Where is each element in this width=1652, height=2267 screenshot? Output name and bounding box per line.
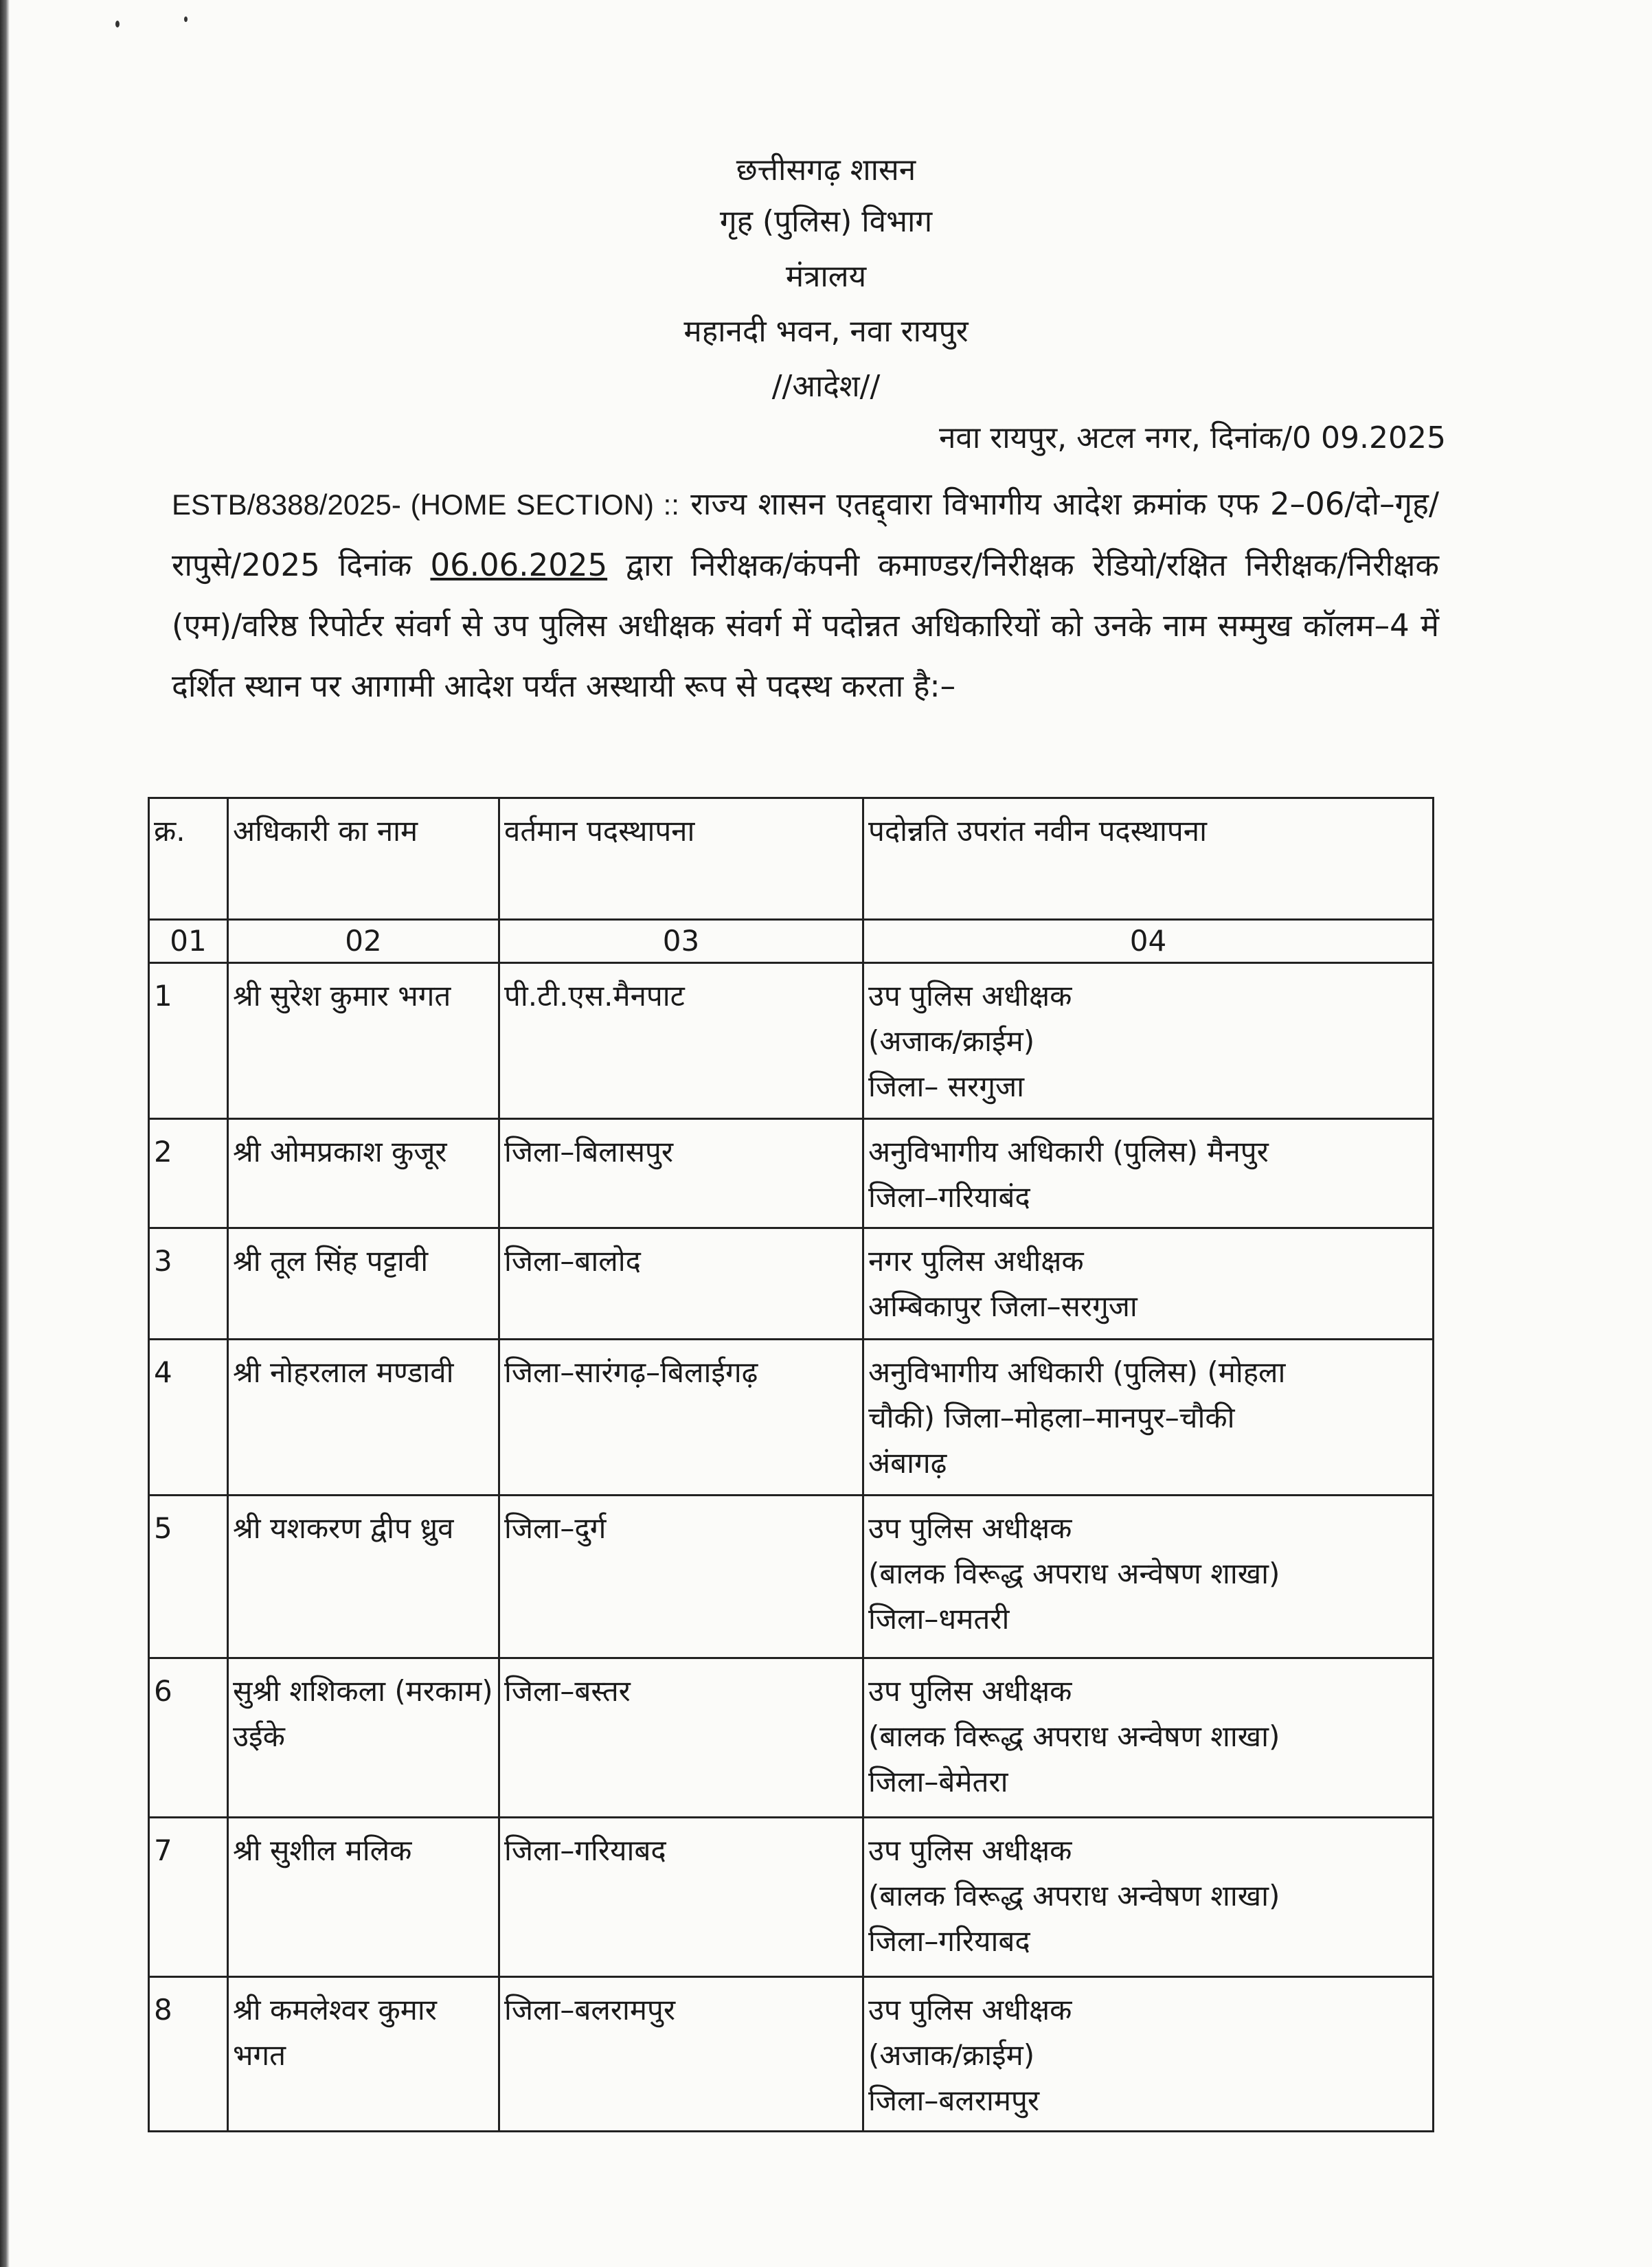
header-officer-name: अधिकारी का नाम [228,798,499,920]
serial-number: 1 [149,963,228,1119]
officer-name: श्री कमलेश्वर कुमार भगत [228,1977,499,2132]
place-and-date: नवा रायपुर, अटल नगर, दिनांक/0 09.2025 [938,420,1446,455]
new-posting-line: अनुविभागीय अधिकारी (पुलिस) मैनपुर [868,1135,1269,1169]
table-header-row [149,798,1434,920]
column-number: 03 [499,920,863,963]
current-posting: जिला–बलरामपुर [499,1977,863,2132]
order-heading: //आदेश// [771,369,881,404]
serial-number: 7 [149,1818,228,1977]
new-posting [863,1228,1434,1340]
column-number: 01 [149,920,228,963]
current-posting: जिला–बस्तर [499,1658,863,1818]
building-address: महानदी भवन, नवा रायपुर [683,314,969,349]
new-posting-line: (अजाक/क्राईम) [868,1024,1035,1058]
new-posting-line: उप पुलिस अधीक्षक [868,1674,1072,1708]
reference-number: ESTB/8388/2025- (HOME SECTION) :: [172,488,679,521]
current-posting: पी.टी.एस.मैनपाट [499,963,863,1119]
posting-table [148,797,1434,2132]
new-posting-line: नगर पुलिस अधीक्षक [868,1244,1084,1278]
scan-speck [184,16,188,22]
serial-number: 2 [149,1119,228,1228]
new-posting [863,1496,1434,1658]
column-number-row [149,920,1434,963]
officer-name: श्री ओमप्रकाश कुजूर [228,1119,499,1228]
table-row [149,1228,1434,1340]
serial-number: 8 [149,1977,228,2132]
new-posting-line: जिला–बेमेतरा [868,1765,1008,1798]
new-posting-line: उप पुलिस अधीक्षक [868,1511,1072,1545]
new-posting-line: अंबागढ़ [868,1446,947,1480]
serial-number: 4 [149,1340,228,1496]
table-row [149,1496,1434,1658]
current-posting: जिला–बालोद [499,1228,863,1340]
new-posting-line: जिला–बलरामपुर [868,2084,1040,2117]
new-posting-line: अनुविभागीय अधिकारी (पुलिस) (मोहला [868,1355,1286,1389]
serial-number: 6 [149,1658,228,1818]
officer-name: सुश्री शशिकला (मरकाम) उईके [228,1658,499,1818]
officer-name: श्री नोहरलाल मण्डावी [228,1340,499,1496]
officer-name: श्री सुरेश कुमार भगत [228,963,499,1119]
new-posting-line: उप पुलिस अधीक्षक [868,1834,1072,1867]
order-text-part-a: राज्य शासन एतद्द्वारा विभागीय आदेश क्रमांक एफ 2–06/दो–गृह/रापुसे/2025 दिनांक [172,486,1439,583]
column-number: 02 [228,920,499,963]
new-posting [863,963,1434,1119]
column-number: 04 [863,920,1434,963]
table-row [149,963,1434,1119]
new-posting-line: (अजाक/क्राईम) [868,2038,1035,2072]
table-row [149,1658,1434,1818]
header-serial: क्र. [149,798,228,920]
order-body [172,474,1439,717]
new-posting [863,1977,1434,2132]
new-posting [863,1658,1434,1818]
new-posting-line: जिला– सरगुजा [868,1070,1025,1103]
new-posting-line: (बालक विरूद्ध अपराध अन्वेषण शाखा) [868,1879,1280,1913]
new-posting [863,1119,1434,1228]
table-row [149,1119,1434,1228]
header-new-posting: पदोन्नति उपरांत नवीन पदस्थापना [863,798,1434,920]
officer-name: श्री तूल सिंह पट्टावी [228,1228,499,1340]
table-row [149,1818,1434,1977]
serial-number: 5 [149,1496,228,1658]
new-posting-line: अम्बिकापुर जिला–सरगुजा [868,1289,1138,1323]
serial-number: 3 [149,1228,228,1340]
new-posting-line: जिला–गरियाबंद [868,1180,1030,1214]
new-posting-line: उप पुलिस अधीक्षक [868,979,1072,1013]
new-posting-line: जिला–धमतरी [868,1602,1010,1636]
header-current-posting: वर्तमान पदस्थापना [499,798,863,920]
new-posting-line: (बालक विरूद्ध अपराध अन्वेषण शाखा) [868,1719,1280,1753]
officer-name: श्री यशकरण द्वीप ध्रुव [228,1496,499,1658]
current-posting: जिला–सारंगढ़–बिलाईगढ़ [499,1340,863,1496]
new-posting-line: उप पुलिस अधीक्षक [868,1993,1072,2027]
ministry: मंत्रालय [785,259,867,294]
new-posting [863,1340,1434,1496]
govt-name: छत्तीसगढ़ शासन [736,153,916,188]
table-row [149,1977,1434,2132]
current-posting: जिला–दुर्ग [499,1496,863,1658]
order-text-part-b: द्वारा निरीक्षक/कंपनी कमाण्डर/निरीक्षक रेडियो/रक्षित निरीक्षक/निरीक्षक (एम)/वरिष्ठ रिपोर्टर संवर्ग से उप पुलिस अधीक्षक संवर्ग में पदोन्नत अधिकारियों को उनके नाम सम्मुख कॉलम–4 में दर्शित स्थान पर आगामी आदेश पर्यंत अस्थायी रूप से पदस्थ करता है:– [172,547,1439,704]
current-posting: जिला–बिलासपुर [499,1119,863,1228]
officer-name: श्री सुशील मलिक [228,1818,499,1977]
department-name: गृह (पुलिस) विभाग [719,204,933,239]
new-posting-line: (बालक विरूद्ध अपराध अन्वेषण शाखा) [868,1557,1280,1590]
new-posting-line: जिला–गरियाबद [868,1924,1030,1958]
order-date: 06.06.2025 [430,547,608,583]
new-posting-line: चौकी) जिला–मोहला–मानपुर–चौकी [868,1401,1235,1434]
new-posting [863,1818,1434,1977]
current-posting: जिला–गरियाबद [499,1818,863,1977]
scan-speck [115,21,120,27]
table-row [149,1340,1434,1496]
